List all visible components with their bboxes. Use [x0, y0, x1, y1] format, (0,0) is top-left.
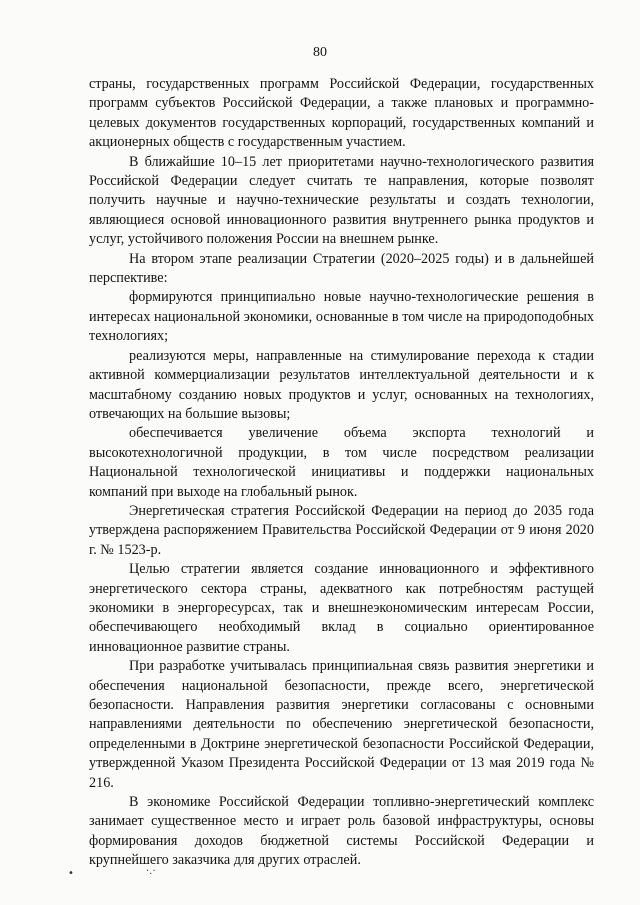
paragraph-3: На втором этапе реализации Стратегии (2020–2025 годы) и в дальнейшей перспективе:	[89, 250, 594, 287]
paragraph-1: страны, государственных программ Российской Федерации, государственных программ субъектов Российской Федерации, а также плановых и программно-целевых документов государственных корпораций, государственных компаний и акционерных обществ с государственным участием.	[89, 76, 594, 151]
paragraph-5: реализуются меры, направленные на стимулирование перехода к стадии активной коммерциализации результатов интеллектуальной деятельности и к масштабному созданию новых продуктов и услуг, основанных на технологиях, отвечающих на большие вызовы;	[89, 347, 594, 422]
paragraph-10: В экономике Российской Федерации топливно-энергетический комплекс занимает существенное место и играет роль базовой инфраструктуры, основы формирования доходов бюджетной системы Российской Федерации и крупнейшего заказчика для других отраслей.	[89, 794, 594, 869]
document-body	[89, 75, 594, 871]
paragraph-2: В ближайшие 10–15 лет приоритетами научно-технологического развития Российской Федерации следует считать те направления, которые позволят получить научные и научно-технические результаты и создать технологии, являющиеся основой инновационного развития внутреннего рынка продуктов и услуг, устойчивого положения России на внешнем рынке.	[89, 153, 594, 248]
page-number: 80	[313, 45, 327, 60]
paragraph-9: При разработке учитывалась принципиальная связь развития энергетики и обеспечения национальной безопасности, прежде всего, энергетической безопасности. Направления развития энергетики согласованы с основными направлениями деятельности по обеспечению энергетической безопасности, определенными в Доктрине энергетической безопасности Российской Федерации, утвержденной Указом Президента Российской Федерации от 13 мая 2019 года № 216.	[89, 658, 594, 791]
paragraph-6: обеспечивается увеличение объема экспорта технологий и высокотехнологичной продукции, в том числе посредством реализации Национальной технологической инициативы и поддержки национальных компаний при выходе на глобальный рынок.	[89, 425, 594, 500]
paragraph-8: Целью стратегии является создание инновационного и эффективного энергетического сектора страны, адекватного как потребностям растущей экономики в энергоресурсах, так и внешнеэкономическим интересам России, обеспечивающего необходимый вклад в социально ориентированное инновационное развитие страны.	[89, 561, 594, 655]
paragraph-7: Энергетическая стратегия Российской Федерации на период до 2035 года утверждена распоряжением Правительства Российской Федерации от 9 июня 2020 г. № 1523-р.	[89, 502, 594, 558]
scan-speckle-mark: ·.·	[146, 866, 156, 877]
scan-dot-mark: •	[68, 868, 74, 879]
paragraph-4: формируются принципиально новые научно-технологические решения в интересах национальной экономики, основанные в том числе на природоподобных технологиях;	[89, 289, 594, 345]
